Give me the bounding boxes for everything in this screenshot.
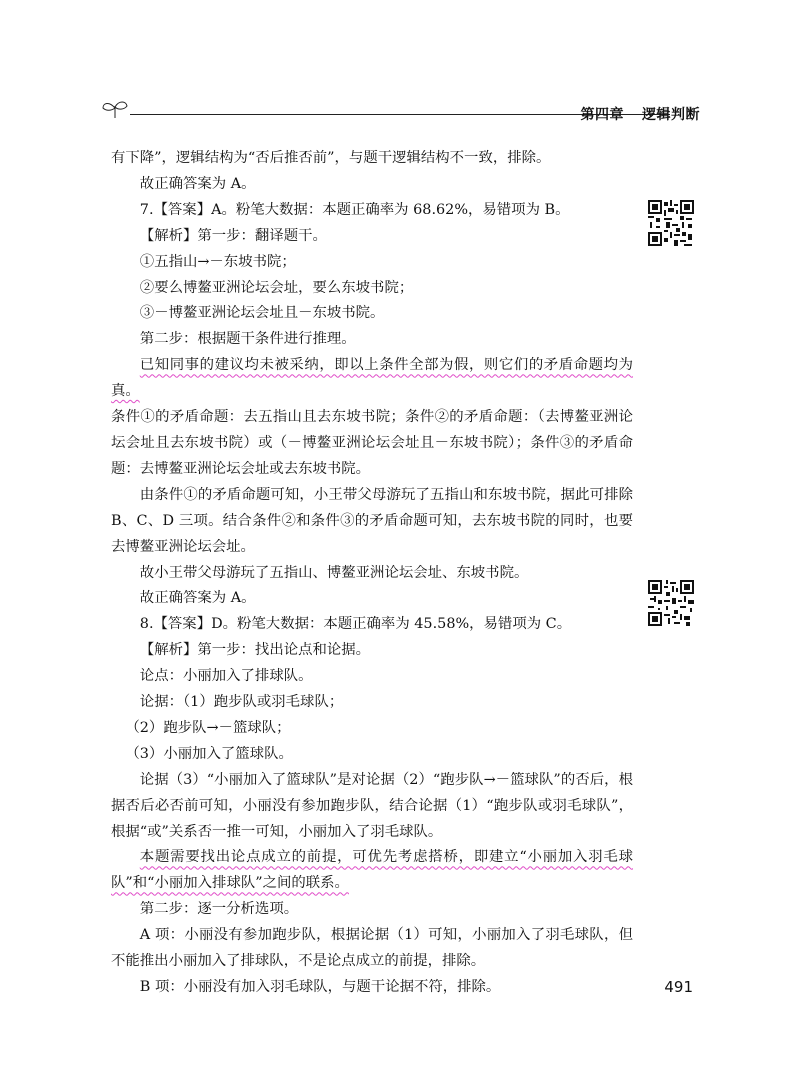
option-a: A 项：小丽没有参加跑步队，根据论据（1）可知，小丽加入了羽毛球队，但不能推出小丽加入了排球队，不是论点成立的前提，排除。 [111,927,633,970]
paragraph: 第二步：逐一分析选项。 [139,901,299,918]
evidence-3: （3）小丽加入了篮球队。 [125,745,293,762]
sprout-icon [100,98,130,120]
answer-8: 8.【答案】D。粉笔大数据：本题正确率为 45.58%，易错项为 C。 [139,616,572,633]
chapter-number: 第四章 [580,107,624,123]
evidence-1: 论据：（1）跑步队或羽毛球队； [139,694,344,711]
paragraph: 故正确答案为 A。 [139,175,256,192]
chapter-title [581,104,701,124]
page-number: 491 [664,978,693,996]
paragraph: 有下降”，逻辑结构为“否后推否前”，与题干逻辑结构不一致，排除。 [111,150,551,166]
running-header [100,98,700,124]
evidence-2: （2）跑步队→－篮球队； [125,719,291,736]
qr-code-icon[interactable] [648,200,694,246]
highlighted-sentence: 已知同事的建议均未被采纳，即以上条件全部为假，则它们的矛盾命题均为真。 [111,357,633,400]
paragraph: 论据（3）“小丽加入了篮球队”是对论据（2）“跑步队→－篮球队”的否后，根据否后必否前可知，小丽没有参加跑步队，结合论据（1）“跑步队或羽毛球队”，根据“或”关系否一推一可知，小丽加入了羽毛球队。 [111,771,633,840]
paragraph: 条件①的矛盾命题：去五指山且去东坡书院；条件②的矛盾命题：（去博鳌亚洲论坛会址且去东坡书院）或（－博鳌亚洲论坛会址且－东坡书院）；条件③的矛盾命题：去博鳌亚洲论坛会址或去东坡书院。 [111,409,633,477]
paragraph: 由条件①的矛盾命题可知，小王带父母游玩了五指山和东坡书院，据此可排除 B、C、D 三项。结合条件②和条件③的矛盾命题可知，去东坡书院的同时，也要去博鳌亚洲论坛会址。 [111,486,633,555]
condition-1: ①五指山→－东坡书院； [139,253,296,270]
option-b: B 项：小丽没有加入羽毛球队，与题干论据不符，排除。 [139,979,501,995]
qr-code-icon[interactable] [648,580,694,626]
paragraph [111,353,633,405]
paragraph: 第二步：根据题干条件进行推理。 [139,331,356,348]
condition-2: ②要么博鳌亚洲论坛会址，要么东坡书院； [139,279,414,296]
analysis-8: 【解析】第一步：找出论点和论据。 [139,642,371,659]
paragraph: 故小王带父母游玩了五指山、博鳌亚洲论坛会址、东坡书院。 [139,564,529,581]
analysis-7: 【解析】第一步：翻译题干。 [139,227,327,244]
chapter-name: 逻辑判断 [642,107,700,123]
highlighted-sentence: 本题需要找出论点成立的前提，可优先考虑搭桥，即建立“小丽加入羽毛球队”和“小丽加入排球队”之间的联系。 [111,849,633,892]
paragraph [111,845,633,897]
page-body [111,146,633,1001]
paragraph: 故正确答案为 A。 [139,590,256,607]
answer-7: 7.【答案】A。粉笔大数据：本题正确率为 68.62%，易错项为 B。 [139,201,570,218]
condition-3: ③－博鳌亚洲论坛会址且－东坡书院。 [139,305,385,322]
argument-claim: 论点：小丽加入了排球队。 [139,668,313,685]
